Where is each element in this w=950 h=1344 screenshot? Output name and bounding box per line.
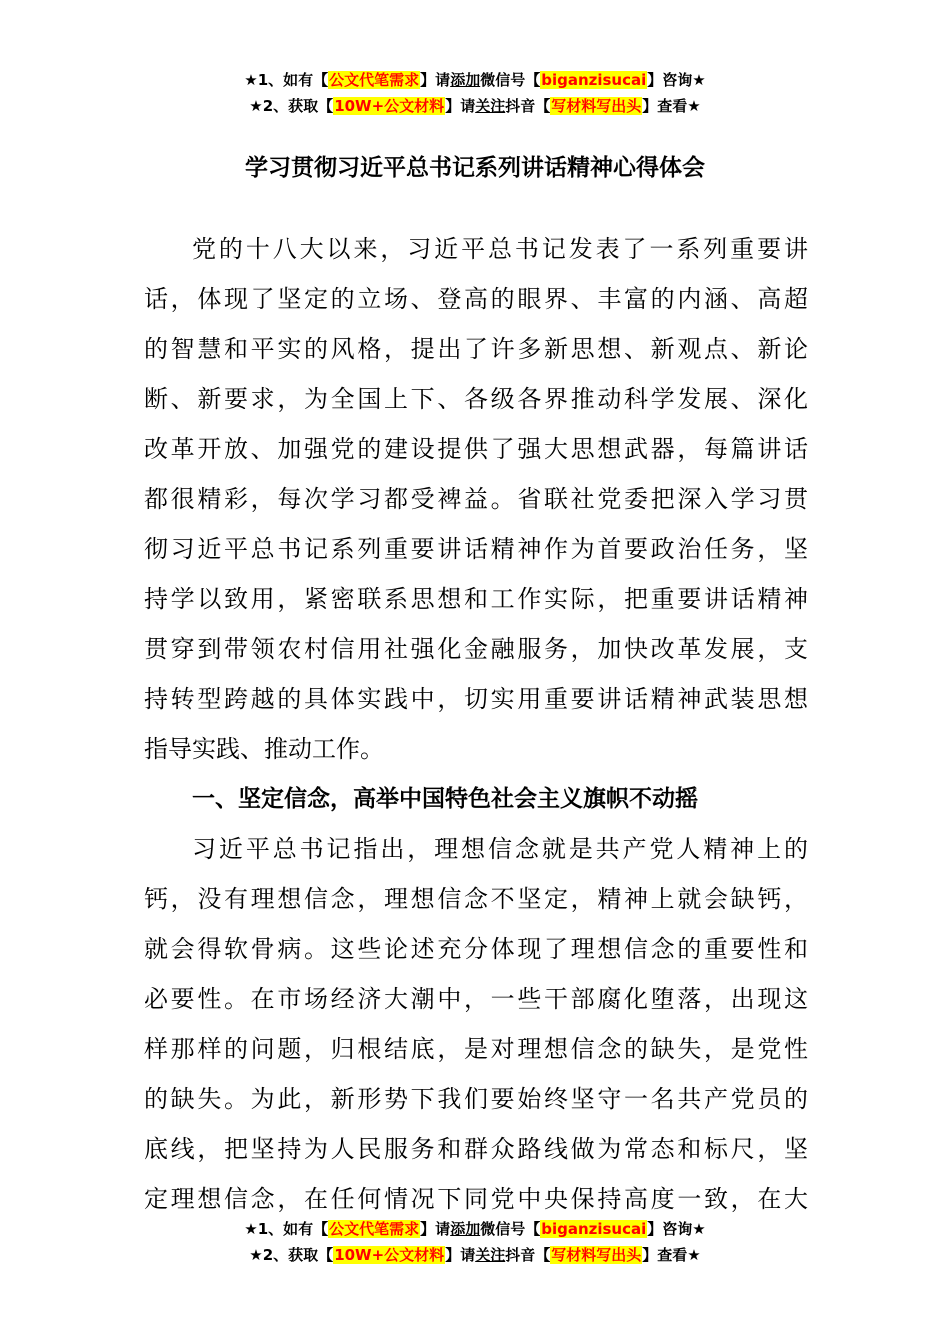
promo-underline: 关注 [475,1246,506,1264]
promo-text: 抖音【 [505,1246,551,1264]
promo-underline: 关注 [475,97,506,115]
promo-line-1 [0,1216,950,1242]
body-line: 断、新要求，为全国上下、各级各界推动科学发展、深化 [144,385,808,413]
promo-line-1 [0,67,950,93]
promo-text: 】查看★ [642,97,701,115]
body-line: 持转型跨越的具体实践中，切实用重要讲话精神武装思想 [144,685,808,713]
promo-banner-top [0,67,950,119]
body-line: 的缺失。为此，新形势下我们要始终坚守一名共产党员的 [144,1085,808,1113]
promo-text: 】请 [445,1246,476,1264]
promo-highlight: 10W+公文材料 [334,97,445,115]
body-line: 贯穿到带领农村信用社强化金融服务，加快改革发展，支 [144,635,808,663]
promo-text: ★2、获取【 [249,97,334,115]
promo-highlight: 写材料写出头 [551,97,642,115]
promo-highlight: biganzisucai [541,71,647,89]
body-line: 就会得软骨病。这些论述充分体现了理想信念的重要性和 [144,935,808,963]
body-line: 的智慧和平实的风格，提出了许多新思想、新观点、新论 [144,335,808,363]
promo-text: 】请 [420,71,451,89]
promo-text: 】查看★ [642,1246,701,1264]
document-body [144,224,808,1224]
promo-text: 】咨询★ [647,1220,706,1238]
promo-highlight: 公文代笔需求 [329,71,420,89]
body-line: 定理想信念，在任何情况下同党中央保持高度一致，在大 [144,1185,808,1213]
body-line: 彻习近平总书记系列重要讲话精神作为首要政治任务，坚 [144,535,808,563]
body-line: 必要性。在市场经济大潮中，一些干部腐化堕落，出现这 [144,985,808,1013]
promo-text: ★2、获取【 [249,1246,334,1264]
body-line: 都很精彩，每次学习都受裨益。省联社党委把深入学习贯 [144,485,808,513]
promo-text: ★1、如有【 [244,1220,329,1238]
promo-highlight: biganzisucai [541,1220,647,1238]
promo-highlight: 10W+公文材料 [334,1246,445,1264]
promo-text: 】咨询★ [647,71,706,89]
body-line: 指导实践、推动工作。 [144,735,384,763]
body-line: 钙，没有理想信念，理想信念不坚定，精神上就会缺钙， [144,885,808,913]
body-line: 改革开放、加强党的建设提供了强大思想武器，每篇讲话 [144,435,808,463]
promo-text: 微信号【 [480,1220,541,1238]
promo-text: 】请 [420,1220,451,1238]
body-line: 样那样的问题，归根结底，是对理想信念的缺失，是党性 [144,1035,808,1063]
promo-line-2 [0,93,950,119]
promo-text: 抖音【 [505,97,551,115]
body-line: 持学以致用，紧密联系思想和工作实际，把重要讲话精神 [144,585,808,613]
promo-text: ★1、如有【 [244,71,329,89]
body-line: 习近平总书记指出，理想信念就是共产党人精神上的 [192,835,808,863]
promo-highlight: 写材料写出头 [551,1246,642,1264]
body-line: 党的十八大以来，习近平总书记发表了一系列重要讲 [192,235,808,263]
section-heading: 一、坚定信念，高举中国特色社会主义旗帜不动摇 [192,786,698,812]
promo-underline: 添加 [450,71,481,89]
promo-text: 微信号【 [480,71,541,89]
promo-banner-bottom [0,1216,950,1268]
body-line: 底线，把坚持为人民服务和群众路线做为常态和标尺，坚 [144,1135,808,1163]
promo-text: 】请 [445,97,476,115]
promo-underline: 添加 [450,1220,481,1238]
document-title: 学习贯彻习近平总书记系列讲话精神心得体会 [245,155,705,181]
body-line: 话，体现了坚定的立场、登高的眼界、丰富的内涵、高超 [144,285,808,313]
promo-line-2 [0,1242,950,1268]
promo-highlight: 公文代笔需求 [329,1220,420,1238]
